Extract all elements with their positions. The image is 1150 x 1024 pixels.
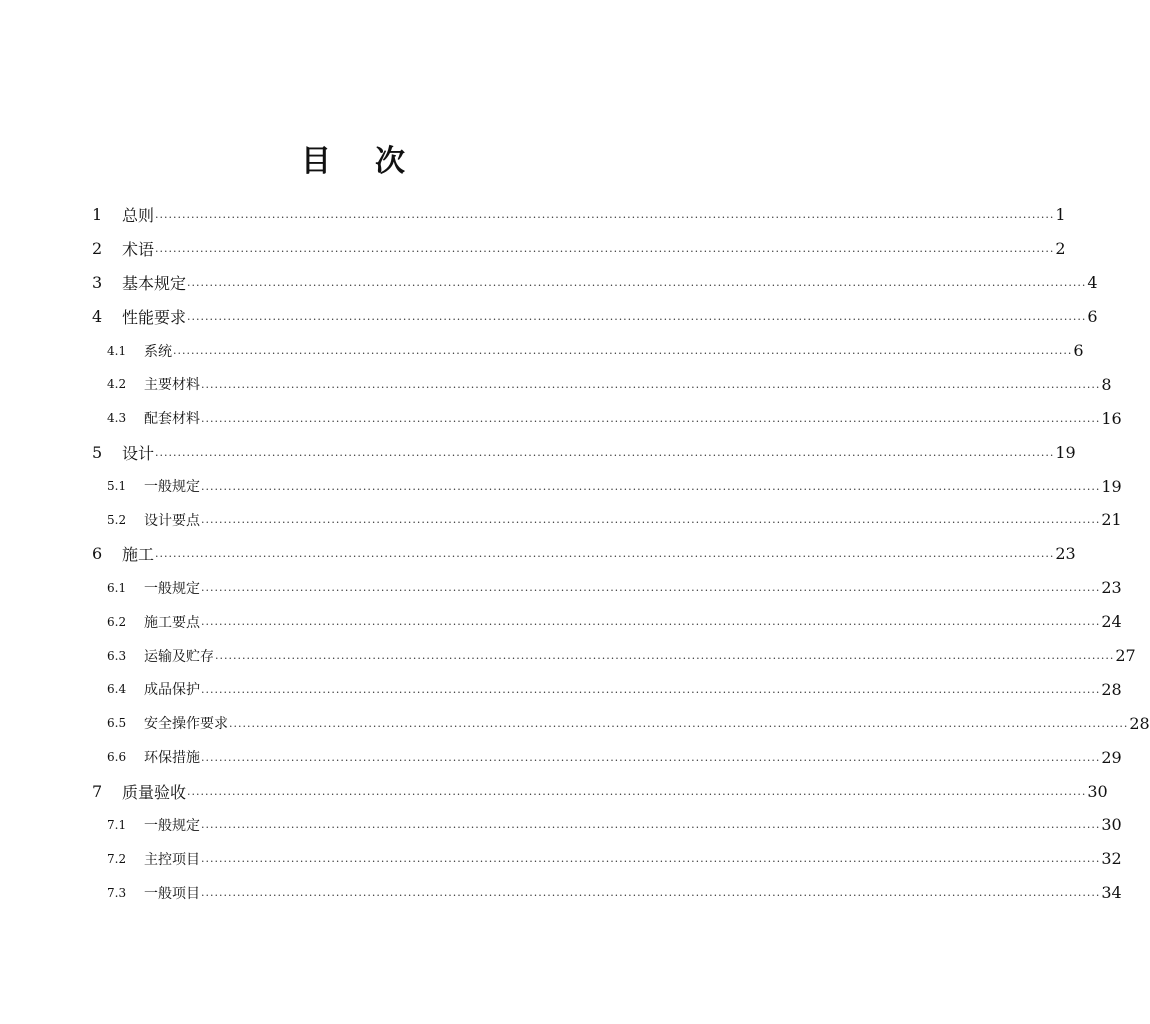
toc-label: 主控项目 [144, 851, 200, 868]
toc-leader: ........................................................................................................................................................................................................ [155, 547, 1055, 561]
toc-page-number: 29 [1101, 747, 1122, 767]
toc-label: 术语 [122, 240, 155, 260]
toc-page-number: 30 [1087, 781, 1108, 801]
toc-label: 总则 [122, 206, 155, 226]
toc-leader: ........................................................................................................................................................................................................ [201, 682, 1101, 696]
toc-page-number: 19 [1101, 476, 1122, 496]
toc-subentry[interactable] [90, 876, 1122, 910]
toc-number: 7.1 [107, 817, 127, 832]
toc-leader: ........................................................................................................................................................................................................ [229, 716, 1129, 730]
title-char-1: 目 [301, 144, 331, 179]
toc-label: 环保措施 [144, 750, 200, 767]
toc-leader: ........................................................................................................................................................................................................ [201, 818, 1101, 832]
toc-page-number: 2 [1055, 239, 1066, 259]
toc-page-number: 21 [1101, 510, 1122, 530]
toc-label: 系统 [144, 343, 172, 360]
toc-label: 一般项目 [144, 885, 200, 902]
toc-label: 主要材料 [144, 377, 200, 394]
toc-subentry[interactable] [90, 605, 1122, 639]
toc-leader: ........................................................................................................................................................................................................ [187, 784, 1087, 798]
toc-subentry[interactable] [90, 740, 1122, 774]
toc-number: 6.5 [107, 716, 127, 731]
toc-leader: ........................................................................................................................................................................................................ [215, 649, 1115, 663]
toc-label: 成品保护 [144, 682, 200, 699]
toc-number: 5.2 [107, 512, 127, 527]
toc-leader: ........................................................................................................................................................................................................ [201, 750, 1101, 764]
toc-page-number: 19 [1055, 442, 1076, 462]
toc-number: 7 [92, 781, 103, 801]
toc-number: 1 [92, 205, 103, 225]
title-char-2: 次 [375, 144, 405, 179]
toc-subentry[interactable] [90, 503, 1122, 537]
toc-label: 性能要求 [122, 308, 187, 328]
toc-entry[interactable] [90, 232, 1066, 266]
toc-number: 7.3 [107, 885, 127, 900]
toc-page-number: 24 [1101, 612, 1122, 632]
toc-number: 5 [92, 442, 103, 462]
toc-label: 运输及贮存 [144, 648, 214, 665]
toc-leader: ........................................................................................................................................................................................................ [187, 310, 1087, 324]
toc-entry[interactable] [90, 266, 1098, 300]
toc-leader: ........................................................................................................................................................................................................ [201, 411, 1101, 425]
toc-label: 一般规定 [144, 479, 200, 496]
toc-leader: ........................................................................................................................................................................................................ [155, 445, 1055, 459]
toc-label: 一般规定 [144, 580, 200, 597]
toc-leader: ........................................................................................................................................................................................................ [201, 479, 1101, 493]
toc-subentry[interactable] [90, 571, 1122, 605]
toc-number: 5.1 [107, 479, 127, 494]
toc-page-number: 28 [1101, 679, 1122, 699]
toc-leader: ........................................................................................................................................................................................................ [201, 615, 1101, 629]
toc-page-number: 16 [1101, 408, 1122, 428]
toc-label: 设计 [122, 443, 155, 463]
toc-page-number: 6 [1073, 341, 1084, 360]
toc-number: 2 [92, 239, 103, 259]
toc-number: 7.2 [107, 851, 127, 866]
table-of-contents [90, 198, 1150, 910]
toc-number: 3 [92, 273, 103, 293]
toc-number: 6 [92, 544, 103, 564]
toc-number: 6.4 [107, 682, 127, 697]
page-title [0, 136, 706, 180]
toc-entry[interactable] [90, 537, 1076, 571]
toc-number: 4.2 [107, 377, 127, 392]
toc-leader: ........................................................................................................................................................................................................ [201, 377, 1101, 391]
toc-label: 质量验收 [122, 782, 187, 802]
toc-number: 6.6 [107, 750, 127, 765]
toc-subentry[interactable] [90, 367, 1112, 401]
toc-page-number: 34 [1101, 883, 1122, 903]
toc-subentry[interactable] [90, 334, 1084, 368]
toc-leader: ........................................................................................................................................................................................................ [187, 276, 1087, 290]
toc-page-number: 28 [1129, 713, 1150, 733]
toc-subentry[interactable] [90, 808, 1122, 842]
toc-subentry[interactable] [90, 401, 1122, 435]
toc-entry[interactable] [90, 774, 1108, 808]
toc-leader: ........................................................................................................................................................................................................ [201, 513, 1101, 527]
toc-number: 4.3 [107, 411, 127, 426]
toc-page-number: 30 [1101, 815, 1122, 835]
toc-leader: ........................................................................................................................................................................................................ [155, 242, 1055, 256]
toc-subentry[interactable] [90, 706, 1150, 740]
toc-label: 配套材料 [144, 411, 200, 428]
toc-subentry[interactable] [90, 639, 1136, 673]
toc-leader: ........................................................................................................................................................................................................ [201, 852, 1101, 866]
toc-label: 基本规定 [122, 274, 187, 294]
toc-label: 施工 [122, 545, 155, 565]
toc-leader: ........................................................................................................................................................................................................ [173, 344, 1073, 357]
toc-subentry[interactable] [90, 672, 1122, 706]
toc-entry[interactable] [90, 198, 1066, 232]
toc-entry[interactable] [90, 435, 1076, 469]
toc-leader: ........................................................................................................................................................................................................ [201, 581, 1101, 595]
toc-entry[interactable] [90, 300, 1098, 334]
toc-page-number: 1 [1055, 205, 1066, 225]
toc-leader: ........................................................................................................................................................................................................ [201, 886, 1101, 900]
toc-page-number: 8 [1101, 374, 1112, 394]
toc-page-number: 27 [1115, 646, 1136, 666]
toc-label: 一般规定 [144, 817, 200, 834]
toc-number: 6.3 [107, 648, 127, 663]
toc-subentry[interactable] [90, 469, 1122, 503]
toc-leader: ........................................................................................................................................................................................................ [155, 208, 1055, 222]
toc-page-number: 23 [1101, 578, 1122, 598]
toc-label: 设计要点 [144, 512, 200, 529]
toc-page-number: 4 [1087, 273, 1098, 293]
toc-subentry[interactable] [90, 842, 1122, 876]
toc-number: 4 [92, 307, 103, 327]
toc-page-number: 6 [1087, 307, 1098, 327]
toc-page-number: 32 [1101, 849, 1122, 869]
toc-label: 安全操作要求 [144, 716, 228, 733]
toc-number: 4.1 [107, 343, 127, 358]
toc-page-number: 23 [1055, 544, 1076, 564]
toc-number: 6.2 [107, 614, 127, 629]
toc-label: 施工要点 [144, 614, 200, 631]
toc-number: 6.1 [107, 580, 127, 595]
